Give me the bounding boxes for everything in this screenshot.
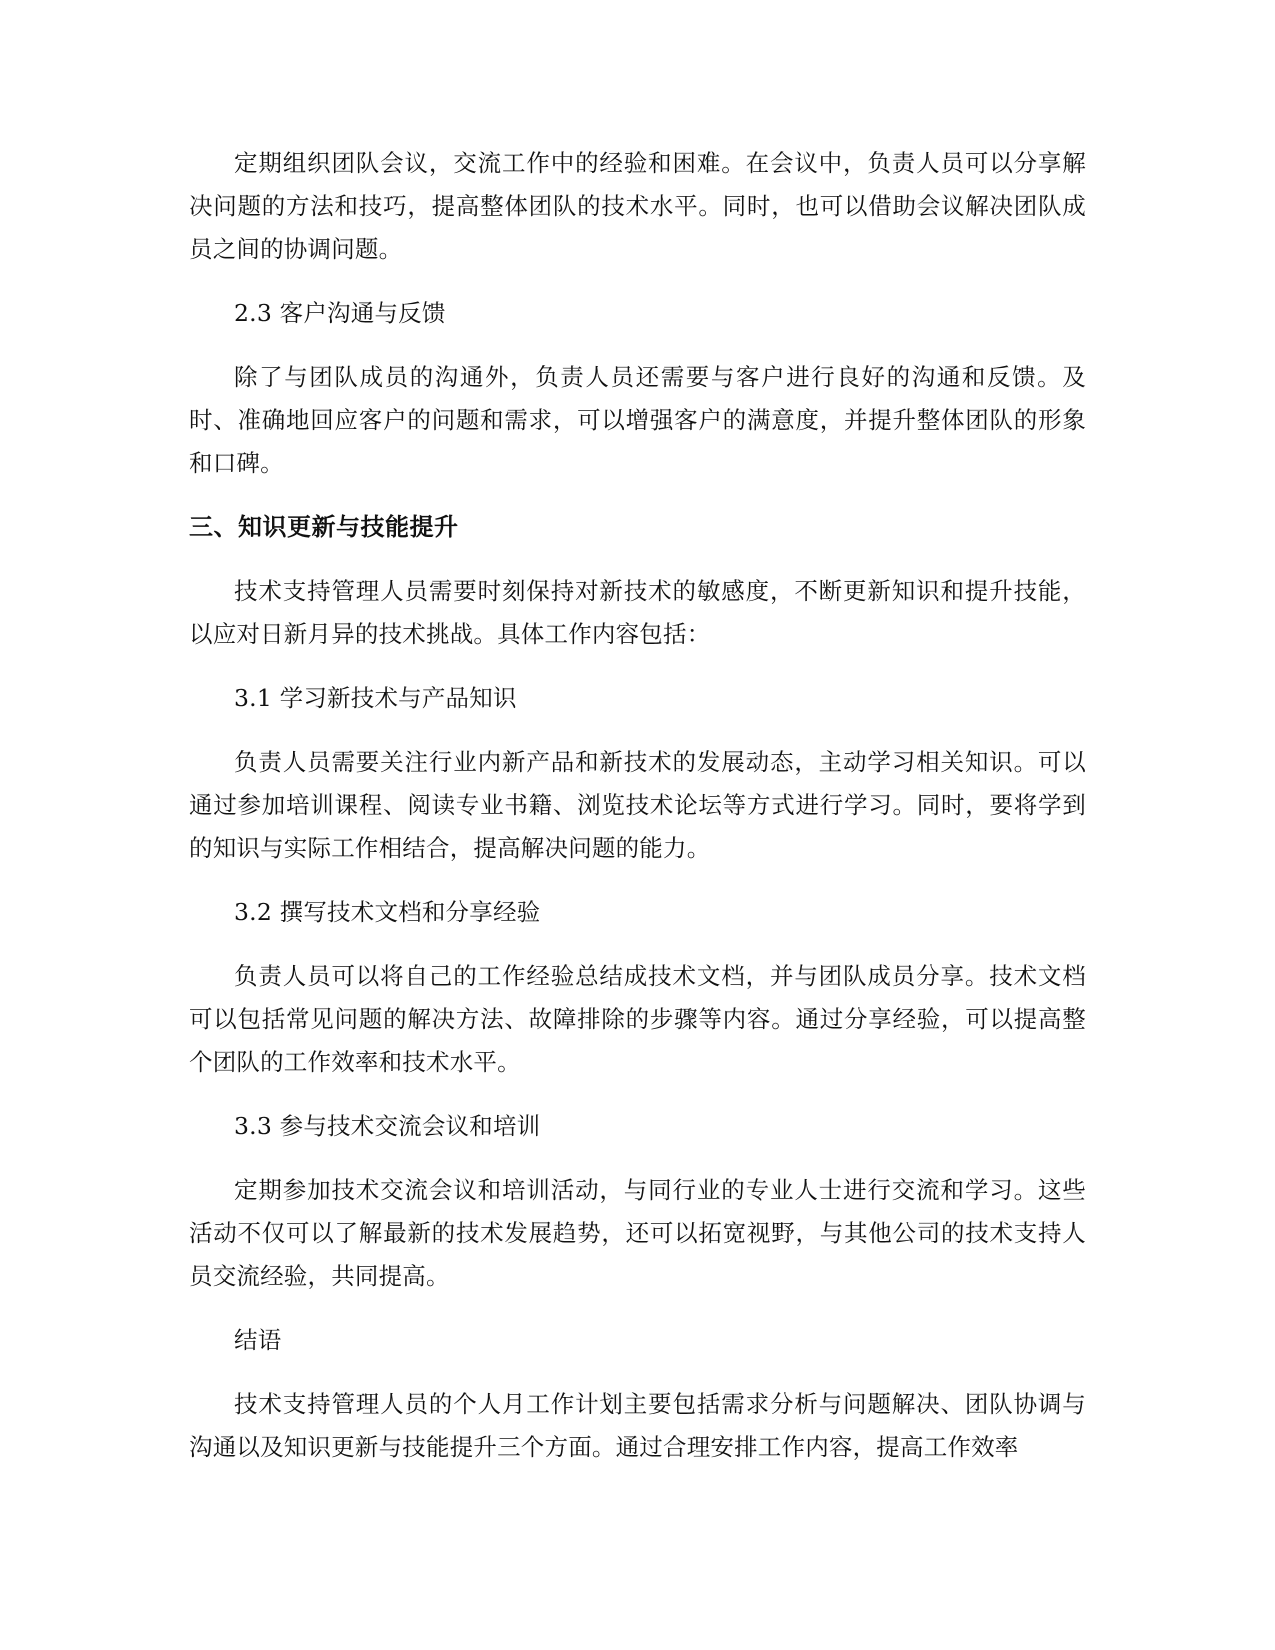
- paragraph-conclusion: 技术支持管理人员的个人月工作计划主要包括需求分析与问题解决、团队协调与沟通以及知识更新与技能提升三个方面。通过合理安排工作内容，提高工作效率: [189, 1390, 1086, 1461]
- paragraph-learning: 负责人员需要关注行业内新产品和新技术的发展动态，主动学习相关知识。可以通过参加培训课程、阅读专业书籍、浏览技术论坛等方式进行学习。同时，要将学到的知识与实际工作相结合，提高解决问题的能力。: [189, 748, 1086, 862]
- paragraph-team-meetings: 定期组织团队会议，交流工作中的经验和困难。在会议中，负责人员可以分享解决问题的方法和技巧，提高整体团队的技术水平。同时，也可以借助会议解决团队成员之间的协调问题。: [189, 149, 1086, 263]
- document-body: [189, 142, 1086, 1490]
- subheading-3-1: 3.1 学习新技术与产品知识: [234, 684, 517, 712]
- section-title-3: 三、知识更新与技能提升: [189, 513, 459, 541]
- subheading-3-2: 3.2 撰写技术文档和分享经验: [234, 898, 541, 926]
- subheading-conclusion: 结语: [234, 1326, 282, 1354]
- subheading-3-3: 3.3 参与技术交流会议和培训: [234, 1112, 541, 1140]
- paragraph-customer-communication: 除了与团队成员的沟通外，负责人员还需要与客户进行良好的沟通和反馈。及时、准确地回应客户的问题和需求，可以增强客户的满意度，并提升整体团队的形象和口碑。: [189, 363, 1086, 477]
- paragraph-exchange: 定期参加技术交流会议和培训活动，与同行业的专业人士进行交流和学习。这些活动不仅可以了解最新的技术发展趋势，还可以拓宽视野，与其他公司的技术支持人员交流经验，共同提高。: [189, 1176, 1086, 1290]
- paragraph-documentation: 负责人员可以将自己的工作经验总结成技术文档，并与团队成员分享。技术文档可以包括常见问题的解决方法、故障排除的步骤等内容。通过分享经验，可以提高整个团队的工作效率和技术水平。: [189, 962, 1086, 1076]
- subheading-2-3: 2.3 客户沟通与反馈: [234, 299, 446, 327]
- paragraph-knowledge-intro: 技术支持管理人员需要时刻保持对新技术的敏感度，不断更新知识和提升技能，以应对日新月异的技术挑战。具体工作内容包括：: [189, 577, 1086, 648]
